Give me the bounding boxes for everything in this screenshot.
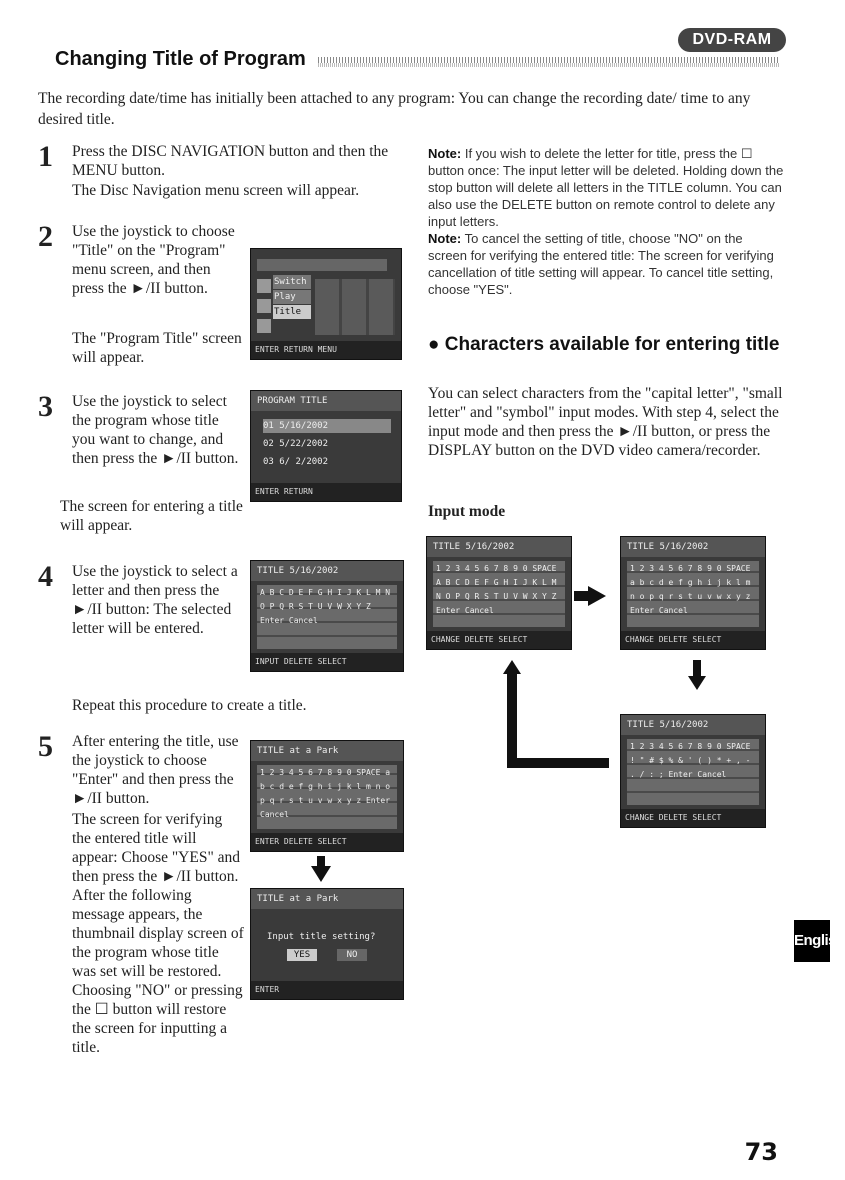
arrow-down-icon xyxy=(311,866,331,882)
step-number-5: 5 xyxy=(38,730,53,763)
note-2-text: To cancel the setting of title, choose "NO" on the screen for verifying the entered title: The screen for verifying cancellation of title setting will appear. To cancel title setting, choose "YES". xyxy=(428,231,774,297)
step-3-result: The screen for entering a title will appear. xyxy=(60,498,243,534)
screen-header: TITLE at a Park xyxy=(251,889,403,909)
screen-status-bar: INPUT DELETE SELECT xyxy=(251,653,403,671)
note-2 xyxy=(428,230,784,298)
screen-status-bar: ENTER RETURN MENU xyxy=(251,341,401,359)
step-3-text: Use the joystick to select the program whose title you want to change, and then press the ►/II button. xyxy=(72,393,239,467)
menu-item-play: Play xyxy=(273,290,311,304)
step-1-result: The Disc Navigation menu screen will appear. xyxy=(72,182,360,199)
screen-status-bar: CHANGE DELETE SELECT xyxy=(621,631,765,649)
step-2-text: Use the joystick to choose "Title" on the "Program" menu screen, and then press the ►/II button. xyxy=(72,223,235,297)
character-grid: 1 2 3 4 5 6 7 8 9 0 SPACE a b c d e f g h i j k l m n o p q r s t u v w x y z Enter Cancel xyxy=(257,765,397,829)
screen-header: TITLE 5/16/2002 xyxy=(621,715,765,735)
step-4-text: Use the joystick to select a letter and then press the ►/II button: The selected letter will be entered. xyxy=(72,563,238,637)
screen-header: TITLE 5/16/2002 xyxy=(621,537,765,557)
step-5-result: The screen for verifying the entered title will appear: Choose "YES" and then press the ►/II button. After the following message appears, the thumbnail display screen of the program whose title was set will be restored. Choosing "NO" or pressing the ☐ button will restore the screen for inputting a title. xyxy=(72,811,244,1056)
step-1-text: Press the DISC NAVIGATION button and then the MENU button. xyxy=(72,143,389,179)
screen-status-bar: ENTER RETURN xyxy=(251,483,401,501)
page-title: Changing Title of Program xyxy=(55,48,306,70)
screen-header: TITLE 5/16/2002 xyxy=(427,537,571,557)
page-number: 73 xyxy=(744,1138,778,1166)
step-5-text: After entering the title, use the joystick to choose "Enter" and then press the ►/II button. xyxy=(72,733,239,807)
program-row-2: 02 5/22/2002 xyxy=(263,439,329,449)
screen-status-bar: ENTER xyxy=(251,981,403,999)
screen-status-bar: CHANGE DELETE SELECT xyxy=(427,631,571,649)
step-number-1: 1 xyxy=(38,140,53,173)
screen-mode-small xyxy=(620,536,766,650)
character-grid: 1 2 3 4 5 6 7 8 9 0 SPACE ! " # $ % & ' ( ) * + , - . / : ; Enter Cancel xyxy=(627,739,759,805)
screen-disc-navigation-menu xyxy=(250,248,402,360)
screen-title-entry xyxy=(250,560,404,672)
yes-option: YES xyxy=(287,949,317,961)
screen-status-bar: CHANGE DELETE SELECT xyxy=(621,809,765,827)
screen-program-title xyxy=(250,390,402,502)
return-arrow-vertical xyxy=(507,672,517,768)
section-text: You can select characters from the "capital letter", "small letter" and "symbol" input modes. With step 4, select the input mode and then press the ►/II button, or press the DISPLAY button on the DVD video camera/recorder. xyxy=(428,385,783,459)
no-option: NO xyxy=(337,949,367,961)
arrow-right-icon xyxy=(588,586,606,606)
section-heading: ● Characters available for entering title xyxy=(428,334,780,355)
verify-message: Input title setting? xyxy=(267,932,376,942)
screen-title-entered xyxy=(250,740,404,852)
title-rule-shade xyxy=(318,63,780,67)
language-tab: English xyxy=(794,920,830,962)
dvd-ram-badge: DVD-RAM xyxy=(678,28,786,52)
repeat-text: Repeat this procedure to create a title. xyxy=(72,697,307,714)
intro-text: The recording date/time has initially been attached to any program: You can change the recording date/ time to any desired title. xyxy=(38,90,751,128)
screen-header: PROGRAM TITLE xyxy=(251,391,401,411)
step-number-2: 2 xyxy=(38,220,53,253)
screen-header: TITLE 5/16/2002 xyxy=(251,561,403,581)
note-2-label: Note: xyxy=(428,231,462,246)
menu-item-switch: Switch xyxy=(273,275,311,289)
input-mode-heading: Input mode xyxy=(428,503,506,520)
arrow-down-icon xyxy=(688,676,706,690)
step-2-result: The "Program Title" screen will appear. xyxy=(72,330,242,366)
step-number-3: 3 xyxy=(38,390,53,423)
program-row-3: 03 6/ 2/2002 xyxy=(263,457,329,467)
return-arrow-horizontal xyxy=(507,758,609,768)
note-1-text: If you wish to delete the letter for title, press the ☐ button once: The input letter will be deleted. Holding down the stop button will delete all letters in the TITLE column. You can also use the DELETE button on remote control to delete any input letters. xyxy=(428,146,784,229)
character-grid: 1 2 3 4 5 6 7 8 9 0 SPACE A B C D E F G H I J K L M N O P Q R S T U V W X Y Z Enter Cancel xyxy=(433,561,565,627)
menu-item-title: Title xyxy=(273,305,311,319)
note-1-label: Note: xyxy=(428,146,462,161)
step-number-4: 4 xyxy=(38,560,53,593)
screen-status-bar: ENTER DELETE SELECT xyxy=(251,833,403,851)
screen-header: TITLE at a Park xyxy=(251,741,403,761)
character-grid: 1 2 3 4 5 6 7 8 9 0 SPACE a b c d e f g h i j k l m n o p q r s t u v w x y z Enter Cancel xyxy=(627,561,759,627)
program-row-1: 01 5/16/2002 xyxy=(263,419,391,433)
arrow-down-shaft xyxy=(693,660,701,677)
note-1 xyxy=(428,145,784,230)
character-grid: A B C D E F G H I J K L M N O P Q R S T U V W X Y Z Enter Cancel xyxy=(257,585,397,649)
screen-verify-title xyxy=(250,888,404,1000)
screen-mode-capital xyxy=(426,536,572,650)
screen-mode-symbol xyxy=(620,714,766,828)
